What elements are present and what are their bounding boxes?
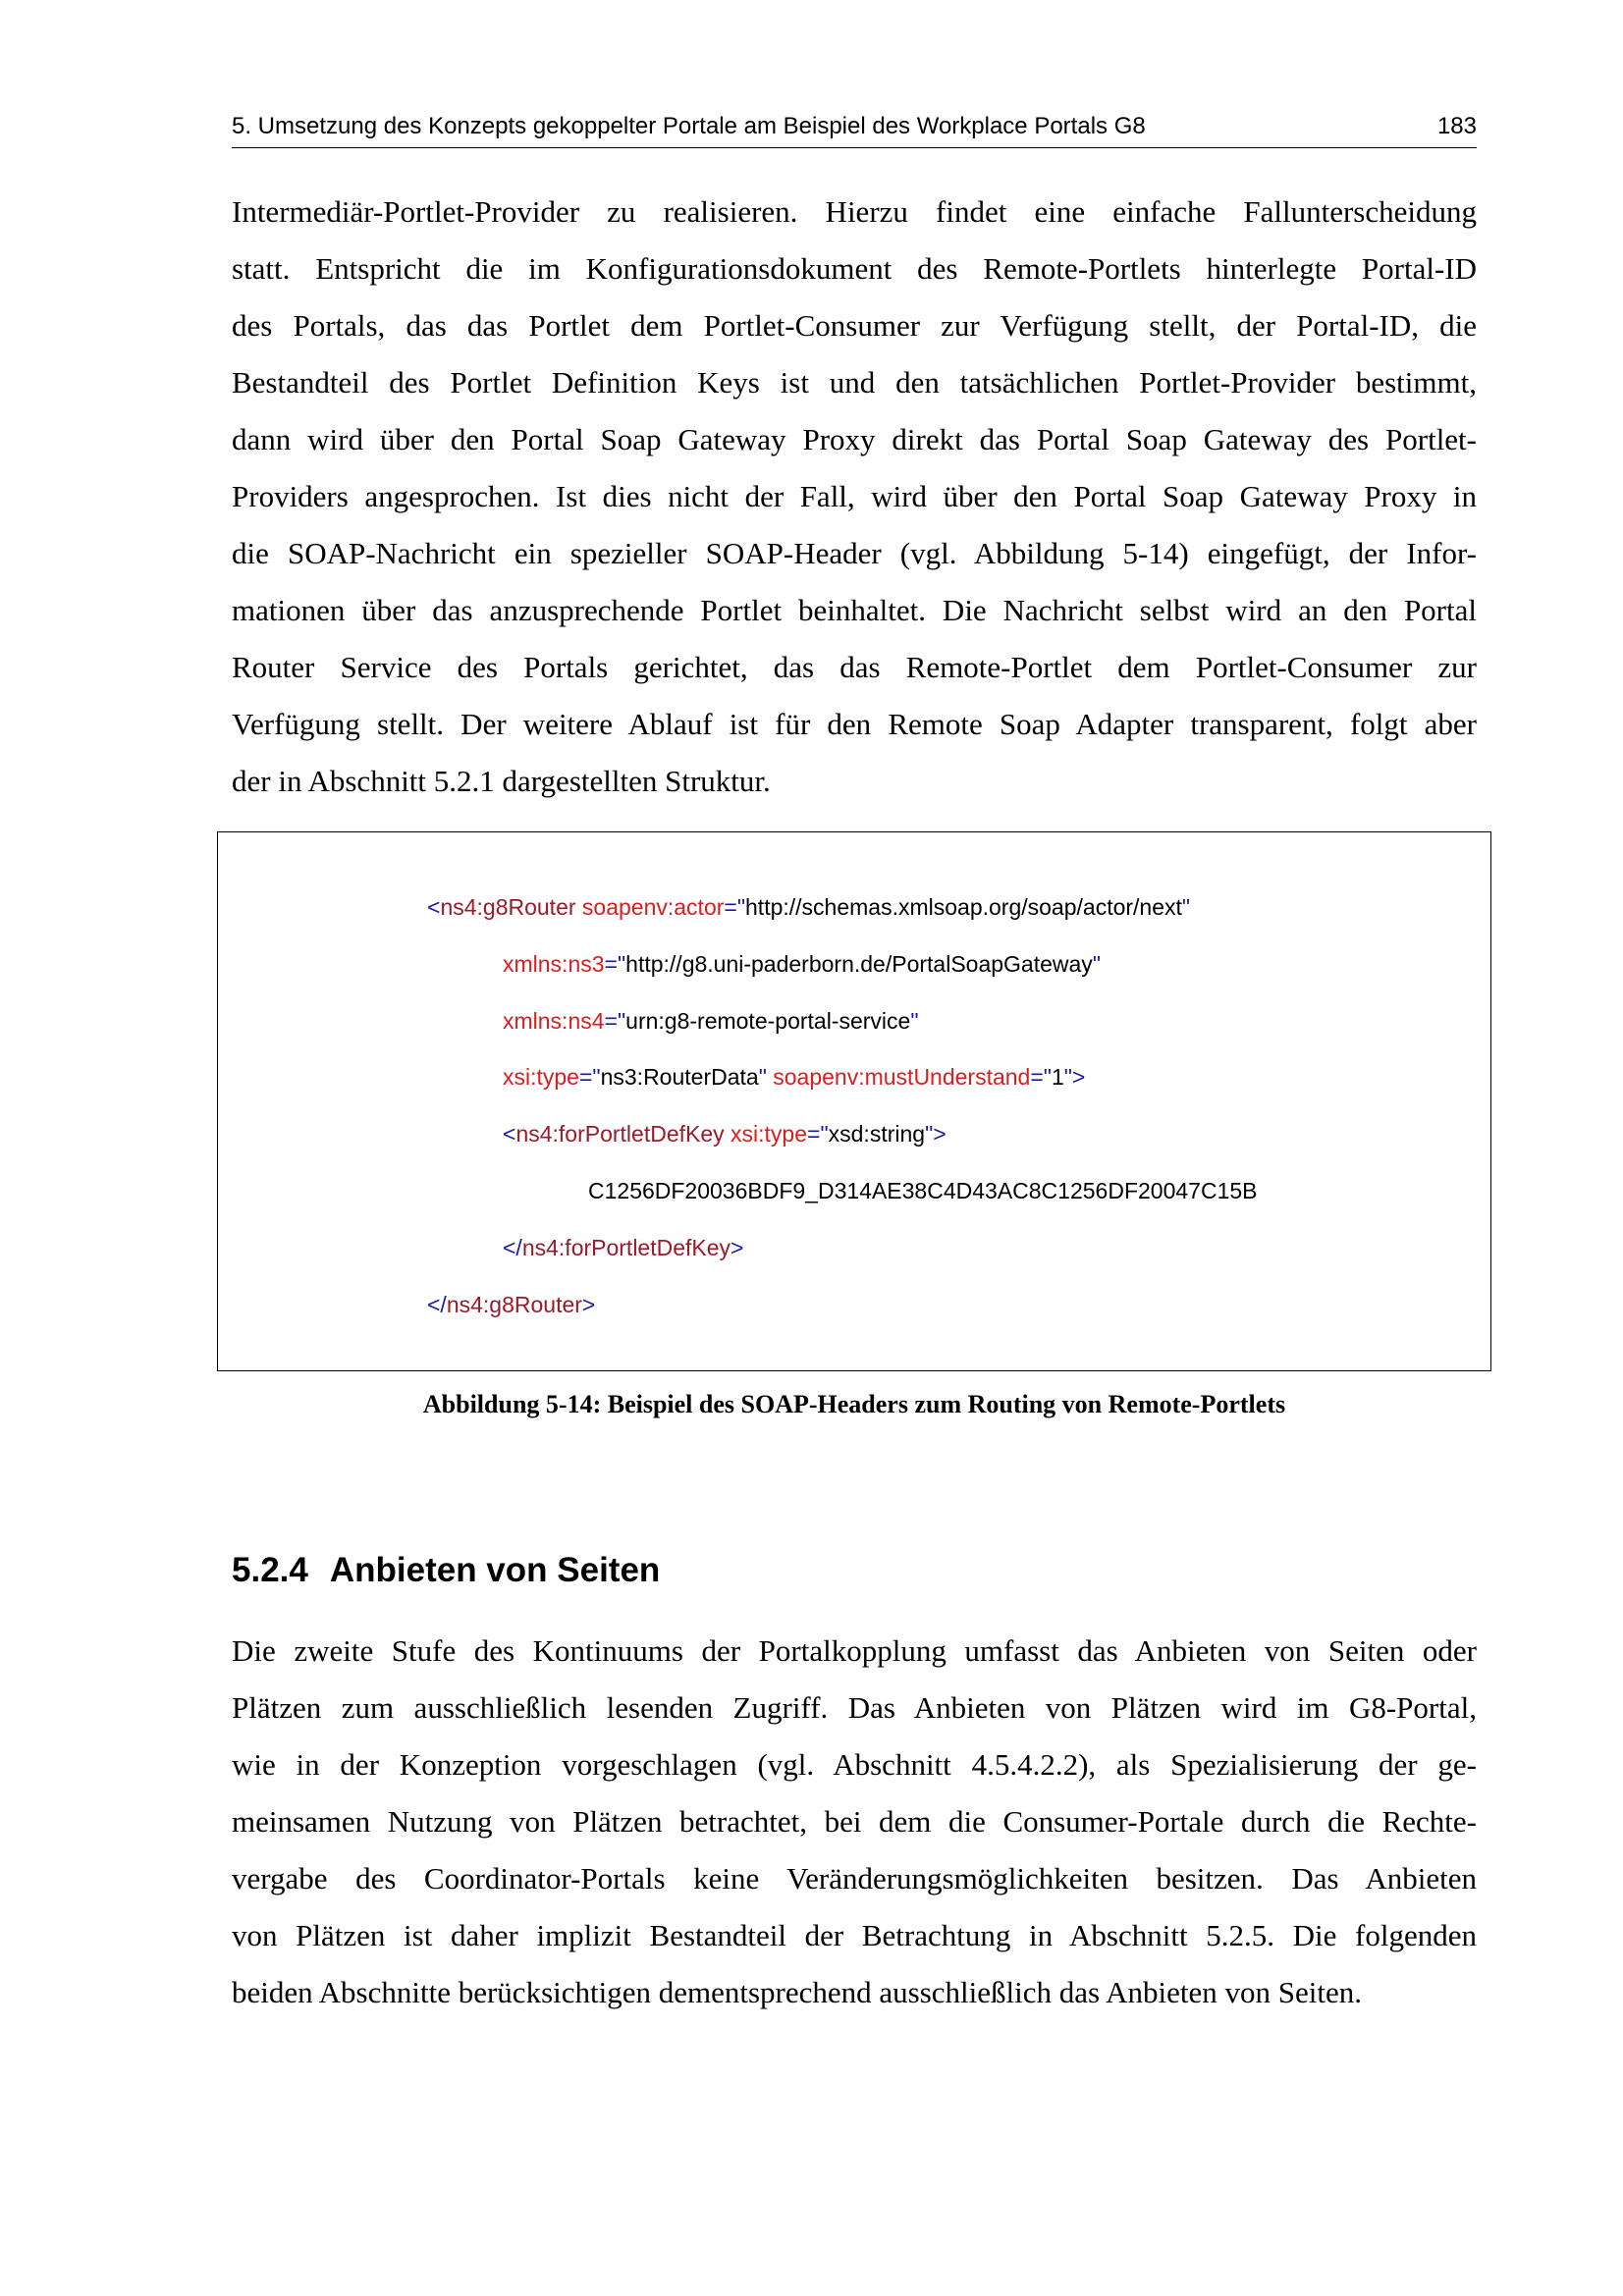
paragraph-line: statt. Entspricht die im Konfigurationsdokument des Remote-Portlets hinterlegte Portal-ID [232,251,1477,286]
code-line: xsi:type="ns3:RouterData" soapenv:mustUnderstand="1"> [503,1064,1086,1091]
paragraph-line: die SOAP-Nachricht ein spezieller SOAP-Header (vgl. Abbildung 5-14) eingefügt, der Infor- [232,536,1477,570]
code-line: <ns4:forPortletDefKey xsi:type="xsd:string"> [503,1121,947,1148]
paragraph-line: Intermediär-Portlet-Provider zu realisieren. Hierzu findet eine einfache Fallunterscheidung [232,194,1477,229]
code-line: C1256DF20036BDF9_D314AE38C4D43AC8C1256DF20047C15B [588,1177,1258,1203]
code-line: <ns4:g8Router soapenv:actor="http://schemas.xmlsoap.org/soap/actor/next" [427,894,1191,920]
paragraph-line: von Plätzen ist daher implizit Bestandteil der Betrachtung in Abschnitt 5.2.5. Die folgenden [232,1918,1477,1952]
code-line: </ns4:g8Router> [427,1291,596,1317]
paragraph-line: Die zweite Stufe des Kontinuums der Portalkopplung umfasst das Anbieten von Seiten oder [232,1633,1477,1668]
section-heading [232,1548,660,1593]
paragraph-line: dann wird über den Portal Soap Gateway Proxy direkt das Portal Soap Gateway des Portlet- [232,422,1477,456]
soap-header-code [427,880,1258,1333]
chapter-title: 5. Umsetzung des Konzepts gekoppelter Portale am Beispiel des Workplace Portals G8 [232,113,1146,139]
code-line: </ns4:forPortletDefKey> [503,1234,744,1260]
paragraph-line: des Portals, das das Portlet dem Portlet-Consumer zur Verfügung stellt, der Portal-ID, die [232,308,1477,343]
section-number: 5.2.4 [232,1551,308,1589]
paragraph-line: mationen über das anzusprechende Portlet beinhaltet. Die Nachricht selbst wird an den Portal [232,593,1477,627]
code-line: xmlns:ns3="http://g8.uni-paderborn.de/PortalSoapGateway" [503,950,1101,977]
paragraph-line: beiden Abschnitte berücksichtigen dementsprechend ausschließlich das Anbieten von Seiten. [232,1975,1362,2009]
paragraph-line: Verfügung stellt. Der weitere Ablauf ist für den Remote Soap Adapter transparent, folgt aber [232,707,1477,741]
paragraph-line: Providers angesprochen. Ist dies nicht der Fall, wird über den Portal Soap Gateway Proxy in [232,479,1477,513]
paragraph-line: der in Abschnitt 5.2.1 dargestellten Struktur. [232,764,771,798]
paragraph-line: Router Service des Portals gerichtet, das das Remote-Portlet dem Portlet-Consumer zur [232,650,1477,684]
paragraph-line: meinsamen Nutzung von Plätzen betrachtet, bei dem die Consumer-Portale durch die Rechte- [232,1804,1477,1839]
paragraph-1 [232,184,1477,810]
paragraph-line: Plätzen zum ausschließlich lesenden Zugriff. Das Anbieten von Plätzen wird im G8-Portal, [232,1690,1477,1725]
figure-caption [0,1387,1623,1422]
paragraph-line: Bestandteil des Portlet Definition Keys ist und den tatsächlichen Portlet-Provider bestimmt, [232,365,1477,400]
running-header [232,110,1477,148]
section-title: Anbieten von Seiten [329,1551,661,1589]
paragraph-line: wie in der Konzeption vorgeschlagen (vgl. Abschnitt 4.5.4.2.2), als Spezialisierung der ge- [232,1747,1477,1782]
figure-caption-text: Abbildung 5-14: Beispiel des SOAP-Headers zum Routing von Remote-Portlets [422,1390,1286,1418]
paragraph-2 [232,1623,1477,2021]
paragraph-line: vergabe des Coordinator-Portals keine Veränderungsmöglichkeiten besitzen. Das Anbieten [232,1861,1477,1896]
code-line: xmlns:ns4="urn:g8-remote-portal-service" [503,1007,919,1034]
page-number: 183 [1436,113,1477,139]
